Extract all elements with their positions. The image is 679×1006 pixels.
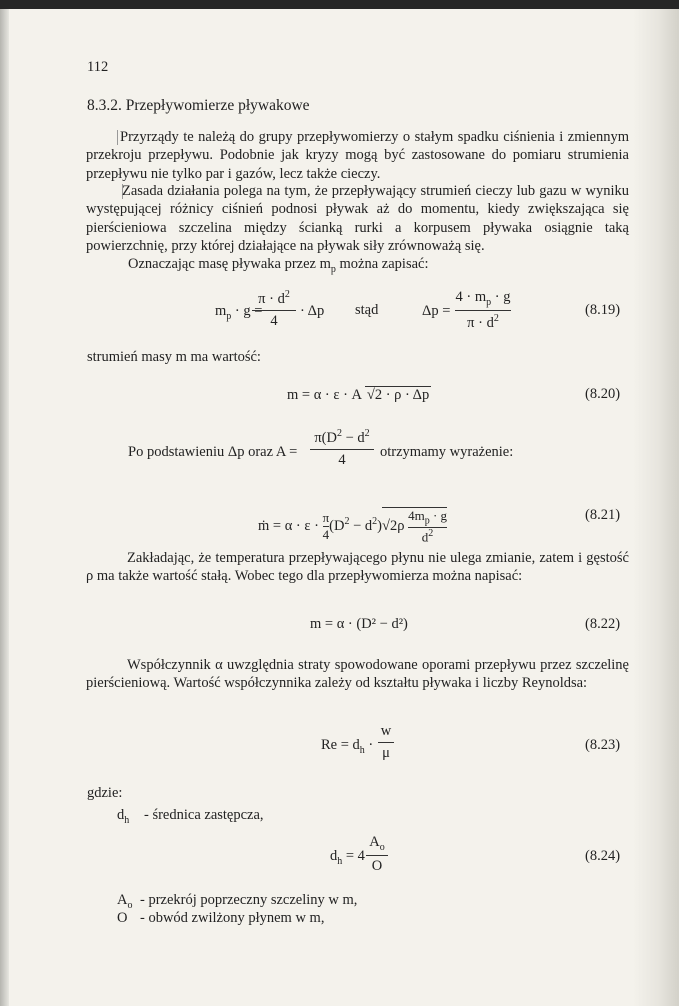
paragraph-7: Współczynnik α uwzględnia straty spowodowane oporami przepływu przez szczelinę pierścieniową. Wartość współczynnika zależy od kształtu pływaka i liczby Reynoldsa: <box>86 657 629 692</box>
section-title: 8.3.2. Przepływomierze pływakowe <box>87 97 310 114</box>
definition-dh: - średnica zastępcza, <box>144 807 264 823</box>
equation-8-22: m = α · (D² − d²) <box>310 616 408 632</box>
paragraph-2: Zasada działania polega na tym, że przepływający strumień cieczy lub gazu w wyniku występującej różnicy ciśnień podnosi pływak aż do momentu, kiedy zwiększająca się pierścieniowa szczelina między ścianką rurki a korpusem pływaka osiągnie taką powierzchnię, przy której działające na pływak siły zrównoważą się. <box>86 183 629 255</box>
equation-area-fraction: $\pi(D^2 - d^2$ 4 <box>310 428 374 469</box>
equation-8-19-fraction-2: $4 \cdot m_p \cdot g$ $\pi \cdot d^2$ <box>455 289 511 331</box>
definition-o: - obwód zwilżony płynem w m, <box>140 910 325 926</box>
equation-8-19-word: stąd <box>355 302 379 318</box>
equation-8-19-rhs: Δp = <box>422 303 451 319</box>
scan-top-border <box>0 0 679 9</box>
gdzie-label: gdzie: <box>87 785 123 801</box>
page-number: 112 <box>87 59 109 75</box>
equation-number: (8.22) <box>585 616 621 632</box>
equation-number: (8.23) <box>585 737 621 753</box>
paragraph-3: Oznaczając masę pływaka przez $m_p$ można zapisać: <box>128 256 429 275</box>
equation-number: (8.20) <box>585 386 621 402</box>
page-shadow-edge <box>633 9 679 1006</box>
symbol-dh: $d_h$ <box>117 807 130 826</box>
paragraph-5b: otrzymamy wyrażenie: <box>380 444 514 460</box>
equation-number: (8.21) <box>585 507 621 523</box>
paragraph-5a: Po podstawieniu Δp oraz A = <box>128 444 298 460</box>
equation-8-21: ṁ = α · ε · $\frac{\pi}{4}$ $(D^2 - d^2)√2\rho$ $\frac{4m_p \cdot g}{d^2}$ <box>258 508 448 544</box>
definition-ao: - przekrój poprzeczny szczeliny w m, <box>140 892 358 908</box>
equation-8-19-fraction: $\pi \cdot d^2$ 4 <box>252 289 296 330</box>
equation-8-24-lhs: $d_h = 4$ <box>330 848 365 867</box>
symbol-o: O <box>117 910 128 926</box>
paragraph-1: Przyrządy te należą do grupy przepływomierzy o stałym spadku ciśnienia i zmiennym przekroju przepływu. Podobnie jak kryzy mogą być zastosowane do pomiaru strumienia przepływu nie tylko par i gazów, lecz także cieczy. <box>86 129 629 182</box>
book-binding-edge <box>0 9 9 1006</box>
equation-8-20: m = α · ε · A √2 · ρ · Δp <box>287 387 430 403</box>
paragraph-4: strumień masy m ma wartość: <box>87 349 261 365</box>
equation-8-19-lhs: $m_p \cdot g$ = <box>215 303 263 322</box>
equation-number: (8.19) <box>585 302 621 318</box>
equation-8-23-lhs: $Re = d_h$ · <box>321 737 374 756</box>
equation-number: (8.24) <box>585 848 621 864</box>
paragraph-6: Zakładając, że temperatura przepływającego płynu nie ulega zmianie, zatem i gęstość ρ ma także wartość stałą. Wobec tego dla przepływomierza można napisać: <box>86 550 629 585</box>
equation-8-19-dp: · Δp <box>300 303 325 319</box>
symbol-ao: $A_o$ <box>117 892 133 911</box>
equation-8-23-fraction: w μ <box>378 723 394 762</box>
equation-8-24-fraction: $A_o$ O <box>366 834 388 875</box>
